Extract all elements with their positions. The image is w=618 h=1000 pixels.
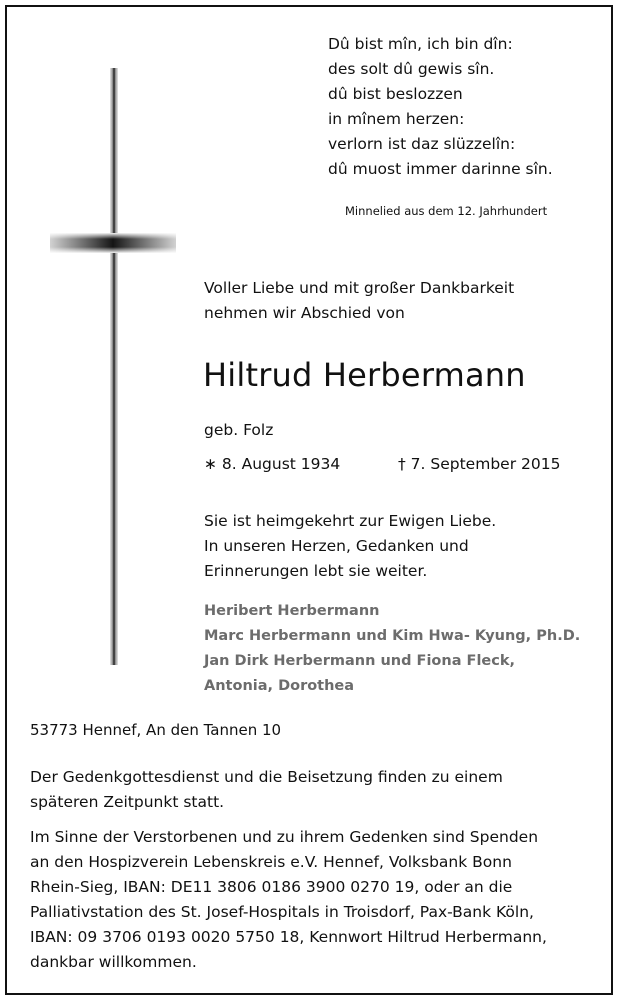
message-line: In unseren Herzen, Gedanken und bbox=[204, 537, 469, 555]
poem-line: verlorn ist daz slüzzelîn: bbox=[328, 135, 516, 153]
intro-text bbox=[204, 276, 514, 326]
poem bbox=[328, 32, 553, 182]
mourner: Marc Herbermann und Kim Hwa- Kyung, Ph.D. bbox=[204, 628, 581, 644]
message-line: Erinnerungen lebt sie weiter. bbox=[204, 562, 428, 580]
death-date: † 7. September 2015 bbox=[398, 455, 561, 473]
cross-beam bbox=[50, 233, 176, 253]
intro-line: nehmen wir Abschied von bbox=[204, 304, 405, 322]
birth-date: ∗ 8. August 1934 bbox=[204, 455, 341, 473]
notice-line: Im Sinne der Verstorbenen und zu ihrem Gedenken sind Spenden bbox=[30, 828, 539, 846]
notice-line: Palliativstation des St. Josef-Hospitals in Troisdorf, Pax-Bank Köln, bbox=[30, 903, 534, 921]
intro-line: Voller Liebe und mit großer Dankbarkeit bbox=[204, 279, 515, 297]
deceased-name: Hiltrud Herbermann bbox=[203, 356, 526, 394]
donation-notice bbox=[30, 825, 547, 975]
poem-line: in mînem herzen: bbox=[328, 110, 465, 128]
cross-icon bbox=[110, 68, 118, 665]
poem-line: des solt dû gewis sîn. bbox=[328, 60, 495, 78]
notice-line: an den Hospizverein Lebenskreis e.V. Hennef, Volksbank Bonn bbox=[30, 853, 512, 871]
notice-line: dankbar willkommen. bbox=[30, 953, 197, 971]
family-address: 53773 Hennef, An den Tannen 10 bbox=[30, 721, 282, 739]
maiden-name: geb. Folz bbox=[204, 421, 274, 439]
mourners-list bbox=[204, 599, 580, 699]
mourner: Heribert Herbermann bbox=[204, 603, 380, 619]
message-line: Sie ist heimgekehrt zur Ewigen Liebe. bbox=[204, 512, 497, 530]
mourner: Jan Dirk Herbermann und Fiona Fleck, bbox=[204, 653, 515, 669]
poem-source: Minnelied aus dem 12. Jahrhundert bbox=[345, 204, 548, 218]
poem-line: Dû bist mîn, ich bin dîn: bbox=[328, 35, 513, 53]
mourner: Antonia, Dorothea bbox=[204, 678, 355, 694]
memorial-message bbox=[204, 509, 496, 584]
notice-line: Rhein-Sieg, IBAN: DE11 3806 0186 3900 0270 19, oder an die bbox=[30, 878, 513, 896]
poem-line: dû bist beslozzen bbox=[328, 85, 463, 103]
poem-line: dû muost immer darinne sîn. bbox=[328, 160, 553, 178]
notice-line: IBAN: 09 3706 0193 0020 5750 18, Kennwort Hiltrud Herbermann, bbox=[30, 928, 547, 946]
notice-line: Der Gedenkgottesdienst und die Beisetzung finden zu einem bbox=[30, 768, 503, 786]
notice-line: späteren Zeitpunkt statt. bbox=[30, 793, 225, 811]
service-notice bbox=[30, 765, 503, 815]
